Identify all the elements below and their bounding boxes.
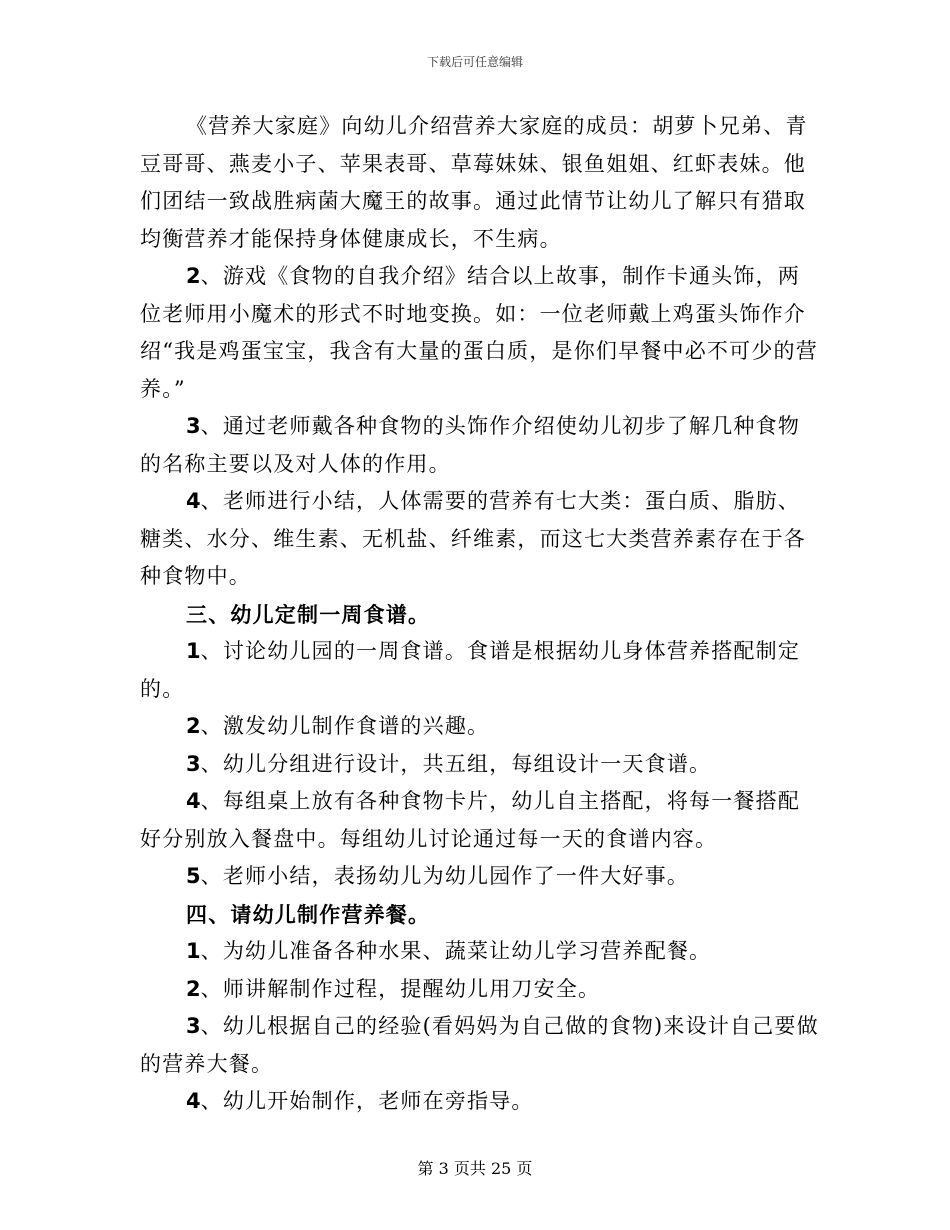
paragraph <box>140 408 822 483</box>
list-item <box>140 858 822 896</box>
page-number: 第 3 页共 25 页 <box>417 1159 533 1178</box>
item-text: 、幼儿开始制作，老师在旁指导。 <box>200 1089 534 1113</box>
document-body <box>140 108 822 1121</box>
list-item <box>140 1008 822 1083</box>
item-text: 、幼儿根据自己的经验(看妈妈为自己做的食物)来设计自己要做的营养大餐。 <box>140 1014 819 1076</box>
item-number: 5 <box>186 864 201 888</box>
item-number: 3 <box>186 1014 201 1038</box>
list-item <box>140 783 822 858</box>
item-text: 、老师小结，表扬幼儿为幼儿园作了一件大好事。 <box>200 864 690 888</box>
item-number: 4 <box>186 1089 201 1113</box>
item-number: 4 <box>186 789 201 813</box>
list-item <box>140 933 822 971</box>
paragraph-text: 、通过老师戴各种食物的头饰作介绍使幼儿初步了解几种食物的名称主要以及对人体的作用。 <box>140 414 801 476</box>
item-number: 3 <box>186 751 201 776</box>
section-heading: 三、幼儿定制一周食谱。 <box>186 601 431 627</box>
paragraph <box>140 483 822 596</box>
item-number: 3 <box>186 414 201 438</box>
item-text: 、师讲解制作过程，提醒幼儿用刀安全。 <box>200 976 601 1001</box>
paragraph-text: 、游戏《食物的自我介绍》结合以上故事，制作卡通头饰，两位老师用小魔术的形式不时地变换。如：一位老师戴上鸡蛋头饰作介绍“我是鸡蛋宝宝，我含有大量的蛋白质，是你们早餐中必不可少的营养。” <box>140 264 818 401</box>
item-text: 、每组桌上放有各种食物卡片，幼儿自主搭配，将每一餐搭配好分别放入餐盘中。每组幼儿讨论通过每一天的食谱内容。 <box>140 789 801 851</box>
item-text: 、为幼儿准备各种水果、蔬菜让幼儿学习营养配餐。 <box>200 939 712 963</box>
section-heading: 四、请幼儿制作营养餐。 <box>186 901 431 927</box>
item-text: 、激发幼儿制作食谱的兴趣。 <box>200 714 490 738</box>
item-number: 4 <box>186 489 201 513</box>
item-text: 、讨论幼儿园的一周食谱。食谱是根据幼儿身体营养搭配制定的。 <box>140 639 801 701</box>
paragraph <box>140 258 822 408</box>
list-item <box>140 633 822 708</box>
paragraph-text: 《营养大家庭》向幼儿介绍营养大家庭的成员：胡萝卜兄弟、青豆哥哥、燕麦小子、苹果表哥、草莓妹妹、银鱼姐姐、红虾表妹。他们团结一致战胜病菌大魔王的故事。通过此情节让幼儿了解只有猎取均衡营养才能保持身体健康成长，不生病。 <box>140 114 808 251</box>
list-item <box>140 746 822 784</box>
item-number: 1 <box>186 939 201 963</box>
list-item <box>140 971 822 1009</box>
item-text: 、幼儿分组进行设计，共五组，每组设计一天食谱。 <box>200 751 712 776</box>
item-number: 2 <box>186 976 201 1001</box>
item-number: 1 <box>186 639 201 663</box>
header-note: 下载后可任意编辑 <box>426 55 523 69</box>
item-number: 2 <box>186 264 201 288</box>
paragraph-text: 、老师进行小结，人体需要的营养有七大类：蛋白质、脂肪、糖类、水分、维生素、无机盐、纤维素，而这七大类营养素存在于各种食物中。 <box>140 489 806 588</box>
list-item <box>140 708 822 746</box>
paragraph <box>140 108 822 258</box>
list-item <box>140 1083 822 1121</box>
item-number: 2 <box>186 714 201 738</box>
